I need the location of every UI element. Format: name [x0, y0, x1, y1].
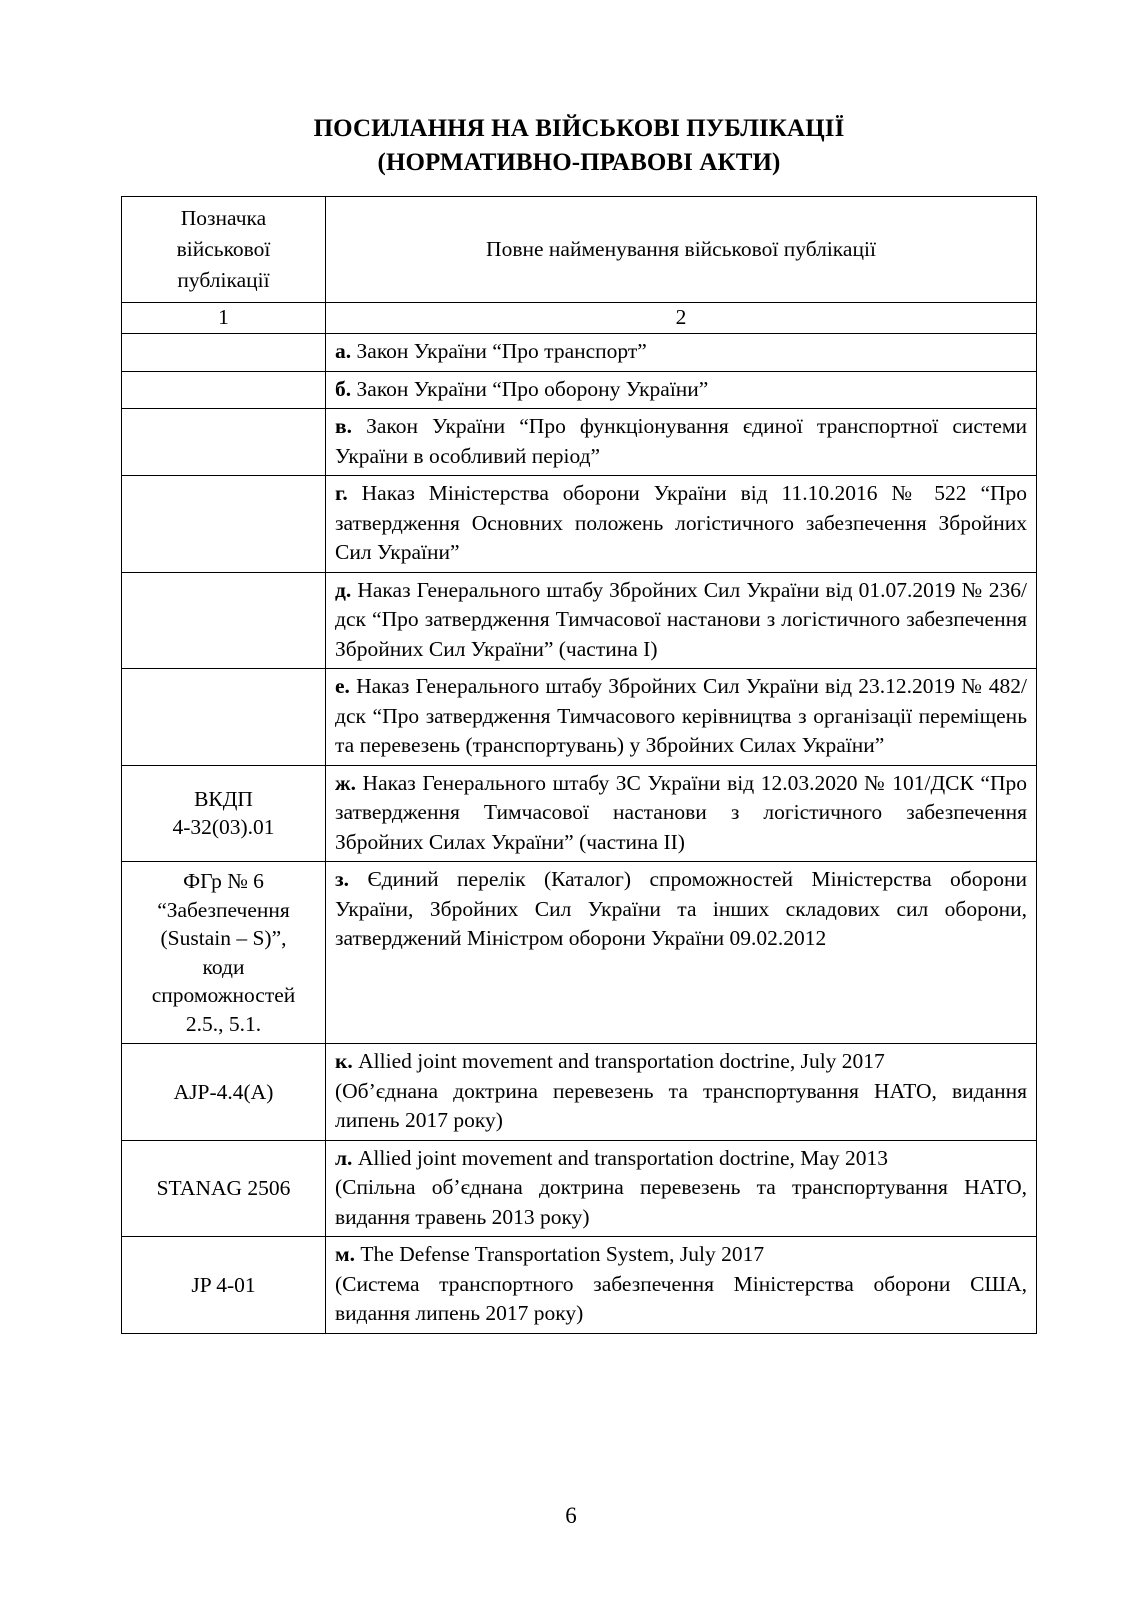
row-label: г. — [335, 481, 348, 505]
table-row — [122, 1237, 1037, 1334]
row-code-cell — [122, 765, 326, 862]
row-label: д. — [335, 577, 352, 602]
row-text: Наказ Міністерства оборони України від 11.10.2016 № 522 “Про затвердження Основних положень логістичного забезпечення Збройних Сил України” — [335, 481, 1028, 564]
row-name-cell — [326, 765, 1037, 862]
row-code-cell — [122, 862, 326, 1044]
header-cell-code-column — [122, 197, 326, 303]
row-label: е. — [335, 674, 350, 698]
header-code-line-3: публікації — [177, 268, 270, 292]
row-label: б. — [335, 376, 352, 401]
row-text: Закон України “Про функціонування єдиної транспортної системи України в особливий період” — [335, 414, 1027, 468]
table-row — [122, 1140, 1037, 1237]
row-name-cell — [326, 334, 1037, 372]
header-code-line-1: Позначка — [180, 206, 267, 230]
table-row — [122, 334, 1037, 372]
row-label: в. — [335, 414, 352, 438]
row-text: The Defense Transportation System, July 2017 — [360, 1242, 765, 1266]
row-code-line-5: спроможностей — [151, 983, 296, 1007]
row-text: Закон України “Про оборону України” — [356, 376, 709, 401]
row-label: к. — [335, 1049, 353, 1073]
table-row — [122, 1044, 1037, 1141]
row-code-cell — [122, 669, 326, 766]
row-text: Наказ Генерального штабу Збройних Сил України від 23.12.2019 № 482/дск “Про затвердження Тимчасового керівництва з організації переміщень та перевезень (транспортувань) у Збройних Силах України” — [335, 674, 1028, 757]
row-code-cell: STANAG 2506 — [122, 1140, 326, 1237]
row-code-cell — [122, 409, 326, 476]
header-code-line-2: військової — [176, 237, 271, 261]
table-column-number-row — [122, 303, 1037, 334]
row-code-line-1: ВКДП — [194, 786, 253, 811]
row-name-cell — [326, 669, 1037, 766]
table-header-row — [122, 197, 1037, 303]
column-number-1: 1 — [122, 303, 326, 334]
page-title — [121, 112, 1037, 180]
row-text: Наказ Генерального штабу ЗС України від 12.03.2020 № 101/ДСК “Про затвердження Тимчасової настанови з логістичного забезпечення Збройних Силах України” (частина II) — [335, 770, 1027, 854]
row-code-line-1: ФГр № 6 — [183, 869, 264, 893]
row-name-cell — [326, 1044, 1037, 1141]
row-label: а. — [335, 339, 352, 363]
table-row — [122, 409, 1037, 476]
row-code-line-2: 4-32(03).01 — [172, 815, 275, 840]
page-title-line-2: (НОРМАТИВНО-ПРАВОВІ АКТИ) — [377, 149, 781, 176]
row-name-cell — [326, 476, 1037, 573]
row-name-cell — [326, 862, 1037, 1044]
row-label: з. — [335, 867, 350, 891]
row-text-translation: (Об’єднана доктрина перевезень та транспортування НАТО, видання липень 2017 року) — [335, 1078, 1027, 1132]
military-publications-table — [121, 196, 1037, 1334]
row-code-cell — [122, 334, 326, 372]
table-row — [122, 862, 1037, 1044]
row-code-cell: JP 4-01 — [122, 1237, 326, 1334]
row-code-line-6: 2.5., 5.1. — [185, 1011, 262, 1036]
row-code-line-3: (Sustain – S)”, — [160, 926, 287, 950]
row-name-cell — [326, 409, 1037, 476]
row-text: Allied joint movement and transportation doctrine, May 2013 — [357, 1145, 889, 1170]
table-row — [122, 371, 1037, 409]
row-code-cell: AJP-4.4(A) — [122, 1044, 326, 1141]
row-text-translation: (Спільна об’єднана доктрина перевезень та транспортування НАТО, видання травень 2013 року) — [335, 1175, 1027, 1229]
table-row — [122, 572, 1037, 669]
row-code-cell — [122, 476, 326, 573]
row-name-cell — [326, 572, 1037, 669]
row-code-cell — [122, 371, 326, 409]
row-code-line-2: “Забезпечення — [157, 897, 290, 922]
row-label: м. — [335, 1242, 356, 1266]
row-label: л. — [335, 1145, 353, 1170]
table-row — [122, 476, 1037, 573]
row-text: Закон України “Про транспорт” — [356, 339, 647, 363]
page-title-line-1: ПОСИЛАННЯ НА ВІЙСЬКОВІ ПУБЛІКАЦІЇ — [313, 115, 845, 142]
page-number: 6 — [565, 1503, 577, 1528]
row-text: Allied joint movement and transportation doctrine, July 2017 — [358, 1049, 885, 1073]
row-text: Єдиний перелік (Каталог) спроможностей Міністерства оборони України, Збройних Сил України та інших складових сил оборони, затверджений Міністром оборони України 09.02.2012 — [335, 867, 1028, 950]
row-text: Наказ Генерального штабу Збройних Сил України від 01.07.2019 № 236/дск “Про затвердження Тимчасової настанови з логістичного забезпечення Збройних Сил України” (частина I) — [335, 577, 1028, 661]
table-row — [122, 765, 1037, 862]
table-row — [122, 669, 1037, 766]
row-text-translation: (Система транспортного забезпечення Міністерства оборони США, видання липень 2017 року) — [335, 1271, 1027, 1325]
row-name-cell — [326, 1140, 1037, 1237]
row-name-cell — [326, 371, 1037, 409]
row-name-cell — [326, 1237, 1037, 1334]
row-code-line-4: коди — [202, 954, 245, 979]
header-cell-name-column: Повне найменування військової публікації — [326, 197, 1037, 303]
row-label: ж. — [335, 770, 356, 795]
row-code-cell — [122, 572, 326, 669]
column-number-2: 2 — [326, 303, 1037, 334]
